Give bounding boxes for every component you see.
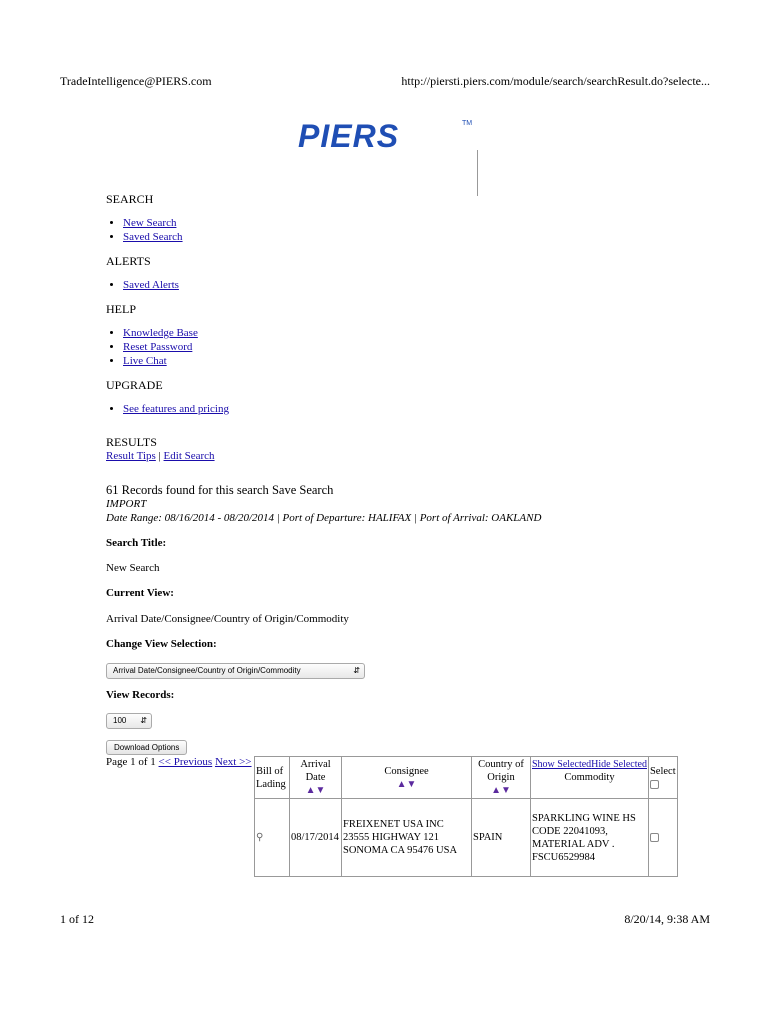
table-row: [255, 799, 678, 877]
header-consignee: [342, 757, 472, 799]
alerts-section: [106, 254, 706, 292]
select-all-checkbox[interactable]: [650, 780, 659, 789]
previous-link[interactable]: << Previous: [158, 756, 213, 768]
change-view-selected: Arrival Date/Consignee/Country of Origin/Commodity: [113, 666, 301, 675]
change-view-select[interactable]: [106, 663, 365, 679]
header-bill-of-lading: [255, 757, 290, 799]
search-title-label: Search Title:: [106, 537, 167, 549]
save-search-action[interactable]: Save Search: [271, 483, 334, 497]
header-arrival-label: Arrival Date: [300, 759, 331, 783]
footer-page-count: 1 of 12: [60, 912, 94, 926]
footer-datetime: 8/20/14, 9:38 AM: [624, 912, 710, 926]
search-title-value: New Search: [106, 562, 160, 574]
show-selected-link[interactable]: Show Selected: [532, 759, 592, 770]
cell-bill-of-lading: [255, 799, 290, 877]
view-records-label: View Records:: [106, 689, 175, 701]
records-found: [106, 483, 333, 498]
section-title-search: SEARCH: [106, 192, 154, 206]
next-link[interactable]: Next >>: [214, 756, 252, 768]
header-commodity: [531, 757, 649, 799]
table-header-row: [255, 757, 678, 799]
saved-search-link[interactable]: Saved Search: [123, 231, 183, 243]
pager: [106, 756, 252, 768]
results-section: [106, 435, 706, 463]
cell-commodity: SPARKLING WINE HS CODE 22041093, MATERIAL ADV . FSCU6529984: [531, 799, 649, 877]
upgrade-section: [106, 378, 706, 416]
print-header: [60, 74, 710, 90]
records-count-text: 61 Records found for this search: [106, 483, 269, 497]
date-range: Date Range: 08/16/2014 - 08/20/2014 | Port of Departure: HALIFAX | Port of Arrival: OAKLAND: [106, 512, 542, 524]
sort-arrows-icon[interactable]: ▲▼: [491, 785, 511, 796]
download-options-button[interactable]: Download Options: [106, 740, 187, 755]
results-table: [254, 756, 678, 877]
header-email: TradeIntelligence@PIERS.com: [60, 74, 212, 88]
header-consignee-label: Consignee: [384, 765, 429, 777]
header-url: http://piersti.piers.com/module/search/searchResult.do?selecte...: [401, 74, 710, 88]
view-records-selected: 100: [113, 716, 127, 725]
cell-consignee: FREIXENET USA INC 23555 HIGHWAY 121 SONOMA CA 95476 USA: [342, 799, 472, 877]
nav-menu: [106, 192, 706, 426]
header-country-of-origin: [472, 757, 531, 799]
new-search-link[interactable]: New Search: [123, 217, 177, 229]
header-arrival-date: [290, 757, 342, 799]
page-indicator: Page 1 of 1: [106, 756, 156, 768]
result-tips-link[interactable]: Result Tips: [106, 450, 156, 462]
row-select-checkbox[interactable]: [650, 833, 659, 842]
header-commodity-label: Commodity: [564, 772, 615, 783]
hide-selected-link[interactable]: Hide Selected: [591, 759, 647, 770]
select-arrows-icon: ⇵: [353, 666, 360, 675]
magnifier-icon[interactable]: ⚲: [256, 832, 264, 843]
section-title-alerts: ALERTS: [106, 254, 151, 268]
trade-type: IMPORT: [106, 498, 147, 510]
header-country-label: Country of Origin: [478, 759, 524, 783]
section-title-results: RESULTS: [106, 435, 157, 449]
knowledge-base-link[interactable]: Knowledge Base: [123, 327, 198, 339]
saved-alerts-link[interactable]: Saved Alerts: [123, 279, 179, 291]
live-chat-link[interactable]: Live Chat: [123, 355, 167, 367]
sort-arrows-icon[interactable]: ▲▼: [305, 785, 326, 796]
view-records-select[interactable]: [106, 713, 152, 729]
divider-line: [477, 150, 478, 196]
help-section: [106, 302, 706, 368]
sort-arrows-icon[interactable]: ▲▼: [396, 778, 417, 790]
piers-logo[interactable]: [298, 118, 473, 154]
features-pricing-link[interactable]: See features and pricing: [123, 403, 229, 415]
header-bill-label: Bill of Lading: [256, 765, 286, 790]
section-title-upgrade: UPGRADE: [106, 378, 163, 392]
reset-password-link[interactable]: Reset Password: [123, 341, 193, 353]
current-view-label: Current View:: [106, 587, 174, 599]
header-select-label: Select: [649, 765, 676, 777]
logo-trademark: TM: [462, 120, 473, 127]
edit-search-link[interactable]: Edit Search: [163, 450, 215, 462]
change-view-label: Change View Selection:: [106, 638, 217, 650]
cell-country: SPAIN: [472, 799, 531, 877]
header-select: [648, 757, 677, 799]
cell-arrival-date: 08/17/2014: [290, 799, 342, 877]
search-section: [106, 192, 706, 244]
cell-select: [648, 799, 677, 877]
current-view-value: Arrival Date/Consignee/Country of Origin/Commodity: [106, 613, 349, 625]
logo-text: PIERS: [298, 118, 400, 154]
show-hide-selected: [532, 758, 647, 771]
select-arrows-icon: ⇵: [140, 716, 147, 725]
section-title-help: HELP: [106, 302, 136, 316]
link-separator: |: [158, 450, 161, 462]
